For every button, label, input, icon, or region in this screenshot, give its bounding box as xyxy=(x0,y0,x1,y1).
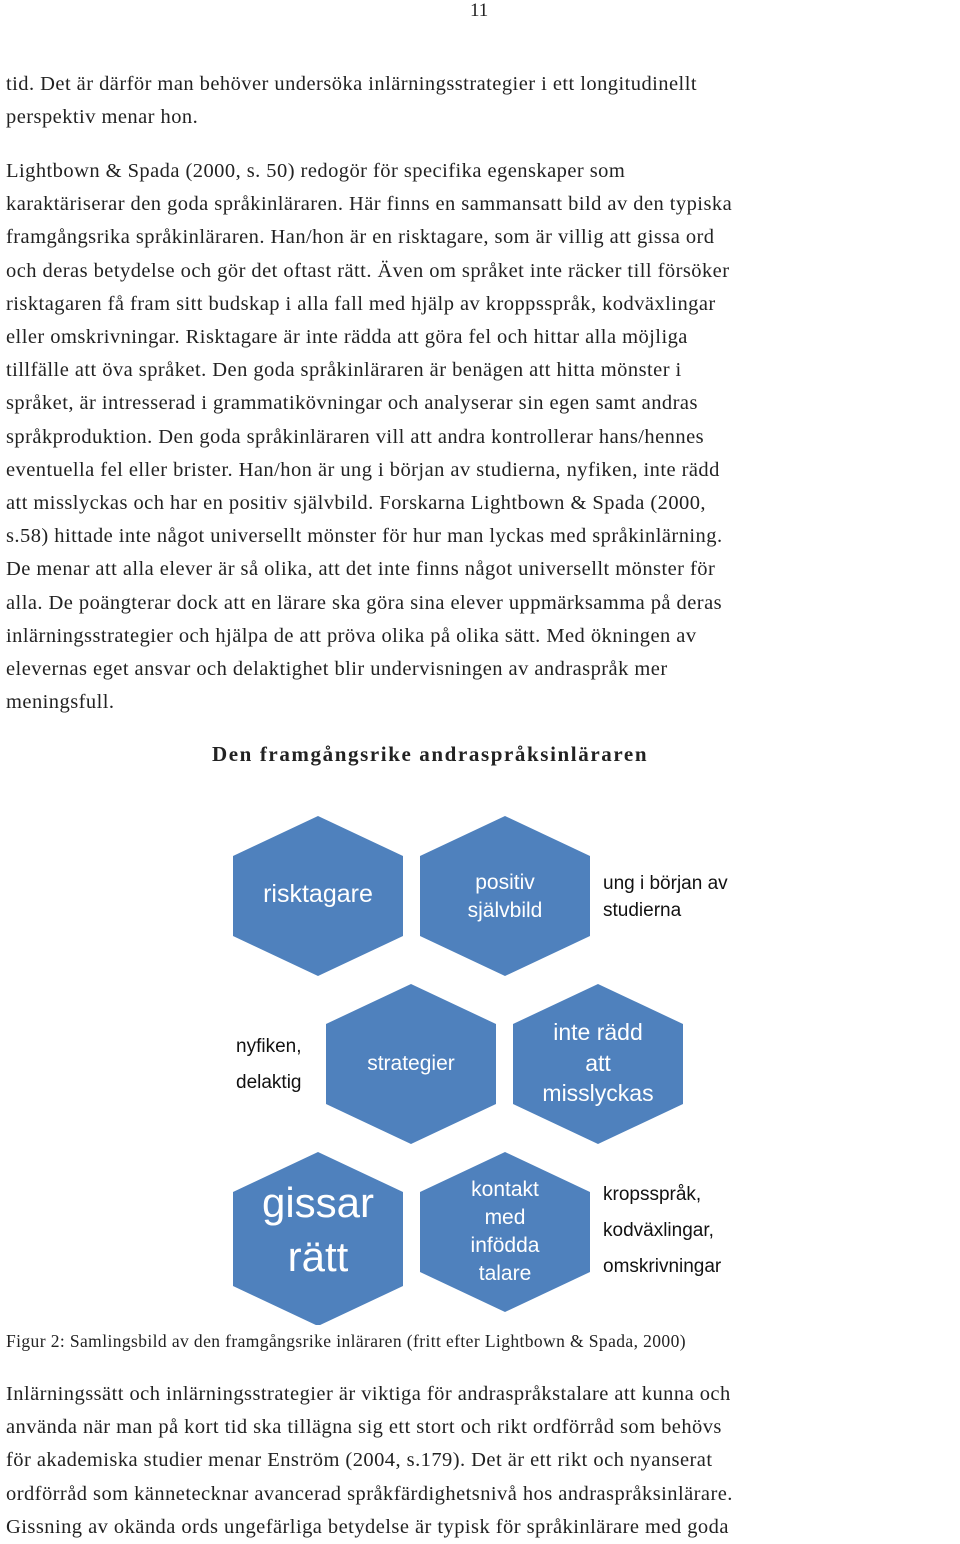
side-label-curious: nyfiken, xyxy=(236,1036,302,1057)
text-line: tid. Det är därför man behöver undersöka inlärningsstrategier i ett longitudinellt xyxy=(6,73,697,95)
hexagon-label: inte rädd xyxy=(553,1019,643,1045)
text-line: eller omskrivningar. Risktagare är inte rädda att göra fel och hittar alla möjliga xyxy=(6,326,688,349)
paragraph-2 xyxy=(6,155,958,719)
text-line: tillfälle att öva språket. Den goda språkinläraren är benägen att hitta mönster i xyxy=(6,359,682,382)
text-line: eventuella fel eller brister. Han/hon är ung i början av studierna, nyfiken, inte rädd xyxy=(6,458,720,481)
text-line: Gissning av okända ords ungefärliga betydelse är typisk för språkinlärare med goda xyxy=(6,1515,729,1538)
hexagon-kontakt xyxy=(420,1152,590,1312)
text-line: använda när man på kort tid ska tillägna sig ett stort och rikt ordförråd som behövs xyxy=(6,1416,722,1439)
text-line: De menar att alla elever är så olika, att det inte finns något universellt mönster för xyxy=(6,558,716,581)
hexagon-positiv-sjalvbild xyxy=(420,816,590,976)
hexagon-inte-radd xyxy=(513,984,683,1144)
text-line: inlärningsstrategier och hjälpa de att pröva olika på olika sätt. Med ökningen av xyxy=(6,624,697,647)
hexagon-label: strategier xyxy=(367,1052,455,1075)
hexagon-risktagare xyxy=(233,816,403,976)
paragraph-3 xyxy=(6,1378,958,1544)
side-label-young: studierna xyxy=(603,900,682,921)
text-line: s.58) hittade inte något universellt mönster för hur man lyckas med språkinlärning. xyxy=(6,525,723,548)
text-line: att misslyckas och har en positiv självbild. Forskarna Lightbown & Spada (2000, xyxy=(6,492,706,515)
text-line: meningsfull. xyxy=(6,691,115,714)
text-line: och deras betydelse och gör det oftast rätt. Även om språket inte räcker till försöker xyxy=(6,259,730,282)
hexagon-diagram xyxy=(0,780,960,1325)
hexagon-label: talare xyxy=(478,1262,532,1285)
diagram-title: Den framgångsrike andraspråksinläraren xyxy=(212,742,649,766)
figure-caption: Figur 2: Samlingsbild av den framgångsrike inläraren (fritt efter Lightbown & Spada, 2000) xyxy=(6,1331,686,1351)
text-line: ordförråd som kännetecknar avancerad språkfärdighetsnivå hos andraspråksinlärare. xyxy=(6,1482,733,1505)
hexagon-label: infödda xyxy=(470,1234,540,1257)
text-line: perspektiv menar hon. xyxy=(6,106,199,129)
hexagon-shape xyxy=(420,816,590,976)
hexagon-label: med xyxy=(484,1206,526,1229)
hexagon-shape xyxy=(420,1152,590,1312)
side-label-young: ung i början av xyxy=(603,873,728,894)
hexagon-label: misslyckas xyxy=(542,1080,654,1106)
text-line: framgångsrika språkinläraren. Han/hon är en risktagare, som är villig att gissa ord xyxy=(6,226,715,249)
hexagon-label: kontakt xyxy=(471,1178,539,1201)
side-label-body-language: omskrivningar xyxy=(603,1256,722,1277)
text-line: språket, är intresserad i grammatikövningar och analyserar sin egen samt andras xyxy=(6,392,698,415)
paragraph-1 xyxy=(6,68,958,134)
hexagon-gissar-ratt xyxy=(233,1152,403,1325)
text-line: karaktäriserar den goda språkinläraren. Här finns en sammansatt bild av den typiska xyxy=(6,193,733,216)
text-line: språkproduktion. Den goda språkinläraren vill att andra kontrollerar hans/hennes xyxy=(6,425,705,448)
side-label-body-language: kropsspråk, xyxy=(603,1184,702,1205)
side-label-body-language: kodväxlingar, xyxy=(603,1220,714,1241)
hexagon-label: att xyxy=(585,1050,611,1076)
side-label-curious: delaktig xyxy=(236,1072,302,1093)
hexagon-label: risktagare xyxy=(263,880,373,908)
text-line: för akademiska studier menar Enström (2004, s.179). Det är ett rikt och nyanserat xyxy=(6,1449,713,1472)
text-line: Lightbown & Spada (2000, s. 50) redogör för specifika egenskaper som xyxy=(6,160,626,182)
hexagon-label: gissar xyxy=(261,1179,375,1226)
hexagon-strategier xyxy=(326,984,496,1144)
page-number: 11 xyxy=(470,0,489,21)
text-line: risktagaren få fram sitt budskap i alla fall med hjälp av kroppsspråk, kodväxlingar xyxy=(6,292,716,315)
hexagon-label: självbild xyxy=(467,899,543,922)
text-line: Inlärningssätt och inlärningsstrategier är viktiga för andraspråkstalare att kunna och xyxy=(6,1383,731,1405)
text-line: elevernas eget ansvar och delaktighet blir undervisningen av andraspråk mer xyxy=(6,658,668,681)
text-line: alla. De poängterar dock att en lärare ska göra sina elever uppmärksamma på deras xyxy=(6,591,723,614)
hexagon-label: positiv xyxy=(475,871,535,894)
hexagon-label: rätt xyxy=(287,1233,349,1280)
